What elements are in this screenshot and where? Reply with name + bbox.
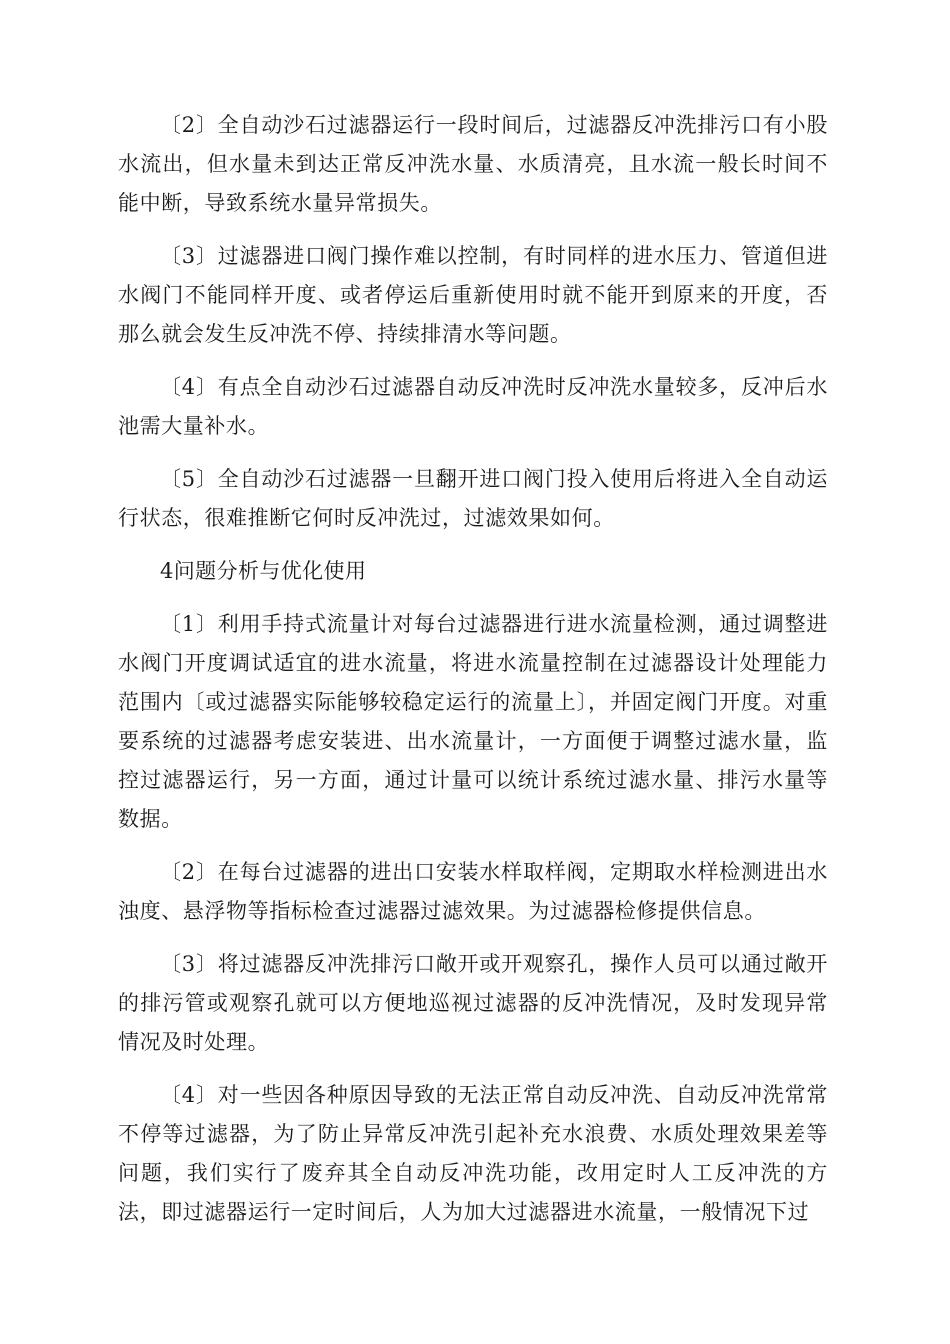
paragraph-2-backwash-leak: 〔2〕全自动沙石过滤器运行一段时间后，过滤器反冲洗排污口有小股水流出，但水量未到达正常反冲洗水量、水质清亮，且水流一般长时间不能中断，导致系统水量异常损失。 [118, 113, 828, 215]
document-body [118, 106, 828, 1246]
paragraph-1-flow-meter: 〔1〕利用手持式流量计对每台过滤器进行进水流量检测，通过调整进水阀门开度调试适宜的进水流量，将进水流量控制在过滤器设计处理能力范围内〔或过滤器实际能够较稳定运行的流量上〕，并固定阀门开度。对重要系统的过滤器考虑安装进、出水流量计，一方面便于调整过滤水量，监控过滤器运行，另一方面，通过计量可以统计系统过滤水量、排污水量等数据。 [118, 612, 828, 831]
paragraph-3-inlet-valve: 〔3〕过滤器进口阀门操作难以控制，有时同样的进水压力、管道但进水阀门不能同样开度、或者停运后重新使用时就不能开到原来的开度，否那么就会发生反冲洗不停、持续排清水等问题。 [118, 244, 828, 346]
section-heading-4: 4问题分析与优化使用 [160, 559, 367, 583]
paragraph-2-sampling-valve: 〔2〕在每台过滤器的进出口安装水样取样阀，定期取水样检测进出水浊度、悬浮物等指标检查过滤器过滤效果。为过滤器检修提供信息。 [118, 860, 828, 923]
paragraph-4-manual-backwash: 〔4〕对一些因各种原因导致的无法正常自动反冲洗、自动反冲洗常常不停等过滤器，为了防止异常反冲洗引起补充水浪费、水质处理效果差等问题，我们实行了废弃其全自动反冲洗功能，改用定时人工反冲洗的方法，即过滤器运行一定时间后，人为加大过滤器进水流量，一般情况下过 [118, 1083, 828, 1224]
paragraph-5-auto-state: 〔5〕全自动沙石过滤器一旦翻开进口阀门投入使用后将进入全自动运行状态，很难推断它何时反冲洗过，过滤效果如何。 [118, 467, 828, 530]
paragraph-4-backwash-volume: 〔4〕有点全自动沙石过滤器自动反冲洗时反冲洗水量较多，反冲后水池需大量补水。 [118, 375, 828, 438]
paragraph-3-observation-hole: 〔3〕将过滤器反冲洗排污口敞开或开观察孔，操作人员可以通过敞开的排污管或观察孔就可以方便地巡视过滤器的反冲洗情况，及时发现异常情况及时处理。 [118, 952, 828, 1054]
